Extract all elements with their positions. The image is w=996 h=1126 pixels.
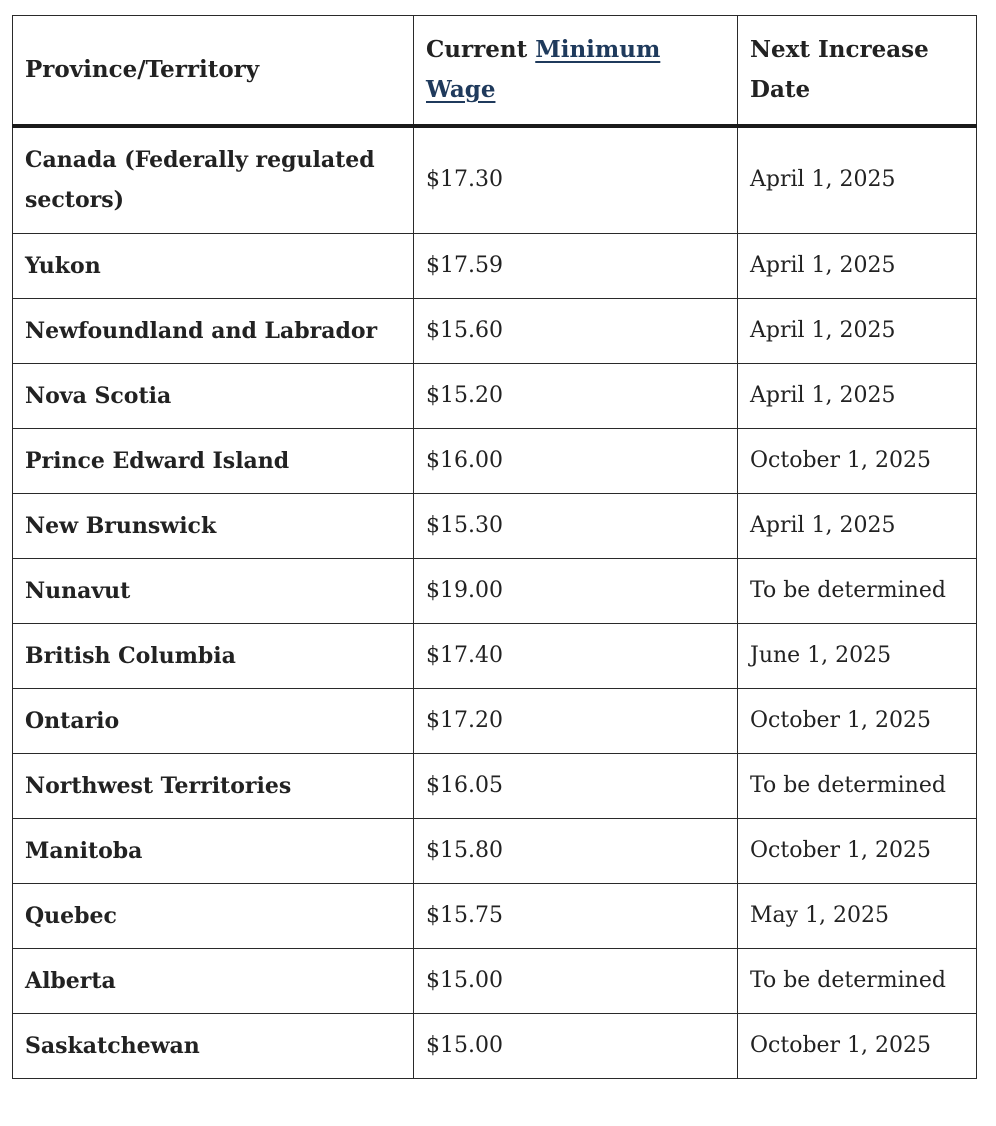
date-cell: October 1, 2025	[738, 429, 977, 494]
wage-cell: $15.80	[414, 819, 738, 884]
province-cell: Newfoundland and Labrador	[13, 299, 414, 364]
wage-cell: $17.30	[414, 126, 738, 234]
header-next-increase-date: Next Increase Date	[738, 16, 977, 126]
table-row	[13, 494, 977, 559]
table-row	[13, 126, 977, 234]
header-province-territory: Province/Territory	[13, 16, 414, 126]
province-cell: Manitoba	[13, 819, 414, 884]
date-cell: October 1, 2025	[738, 819, 977, 884]
wage-cell: $15.30	[414, 494, 738, 559]
wage-cell: $16.00	[414, 429, 738, 494]
table-row	[13, 884, 977, 949]
table-row	[13, 819, 977, 884]
province-cell: Yukon	[13, 234, 414, 299]
table-row	[13, 754, 977, 819]
table-row	[13, 234, 977, 299]
province-cell: Alberta	[13, 949, 414, 1014]
table-row	[13, 949, 977, 1014]
date-cell: October 1, 2025	[738, 689, 977, 754]
province-cell: Nunavut	[13, 559, 414, 624]
table-row	[13, 689, 977, 754]
wage-cell: $15.60	[414, 299, 738, 364]
table-header	[13, 16, 977, 126]
wage-cell: $15.00	[414, 949, 738, 1014]
table-row	[13, 429, 977, 494]
wage-cell: $17.40	[414, 624, 738, 689]
date-cell: October 1, 2025	[738, 1014, 977, 1079]
province-cell: Canada (Federally regulated sectors)	[13, 126, 414, 234]
date-cell: To be determined	[738, 754, 977, 819]
date-cell: To be determined	[738, 559, 977, 624]
wage-cell: $17.59	[414, 234, 738, 299]
table-row	[13, 624, 977, 689]
minimum-wage-table	[12, 15, 977, 1079]
province-cell: Quebec	[13, 884, 414, 949]
date-cell: To be determined	[738, 949, 977, 1014]
date-cell: May 1, 2025	[738, 884, 977, 949]
province-cell: Prince Edward Island	[13, 429, 414, 494]
date-cell: April 1, 2025	[738, 299, 977, 364]
date-cell: April 1, 2025	[738, 234, 977, 299]
header-row	[13, 16, 977, 126]
table-row	[13, 559, 977, 624]
province-cell: Saskatchewan	[13, 1014, 414, 1079]
province-cell: Ontario	[13, 689, 414, 754]
header-current-prefix: Current	[426, 35, 536, 63]
date-cell: April 1, 2025	[738, 494, 977, 559]
date-cell: April 1, 2025	[738, 126, 977, 234]
province-cell: Northwest Territories	[13, 754, 414, 819]
wage-cell: $15.75	[414, 884, 738, 949]
date-cell: April 1, 2025	[738, 364, 977, 429]
province-cell: New Brunswick	[13, 494, 414, 559]
header-current-minimum-wage	[414, 16, 738, 126]
date-cell: June 1, 2025	[738, 624, 977, 689]
table-row	[13, 364, 977, 429]
wage-cell: $19.00	[414, 559, 738, 624]
table-row	[13, 1014, 977, 1079]
table-row	[13, 299, 977, 364]
wage-cell: $15.00	[414, 1014, 738, 1079]
minimum-wage-link[interactable]: Minimum Wage	[426, 35, 661, 103]
table-body	[13, 126, 977, 1079]
minimum-wage-table-container	[12, 15, 976, 1079]
wage-cell: $15.20	[414, 364, 738, 429]
wage-cell: $16.05	[414, 754, 738, 819]
province-cell: Nova Scotia	[13, 364, 414, 429]
province-cell: British Columbia	[13, 624, 414, 689]
wage-cell: $17.20	[414, 689, 738, 754]
